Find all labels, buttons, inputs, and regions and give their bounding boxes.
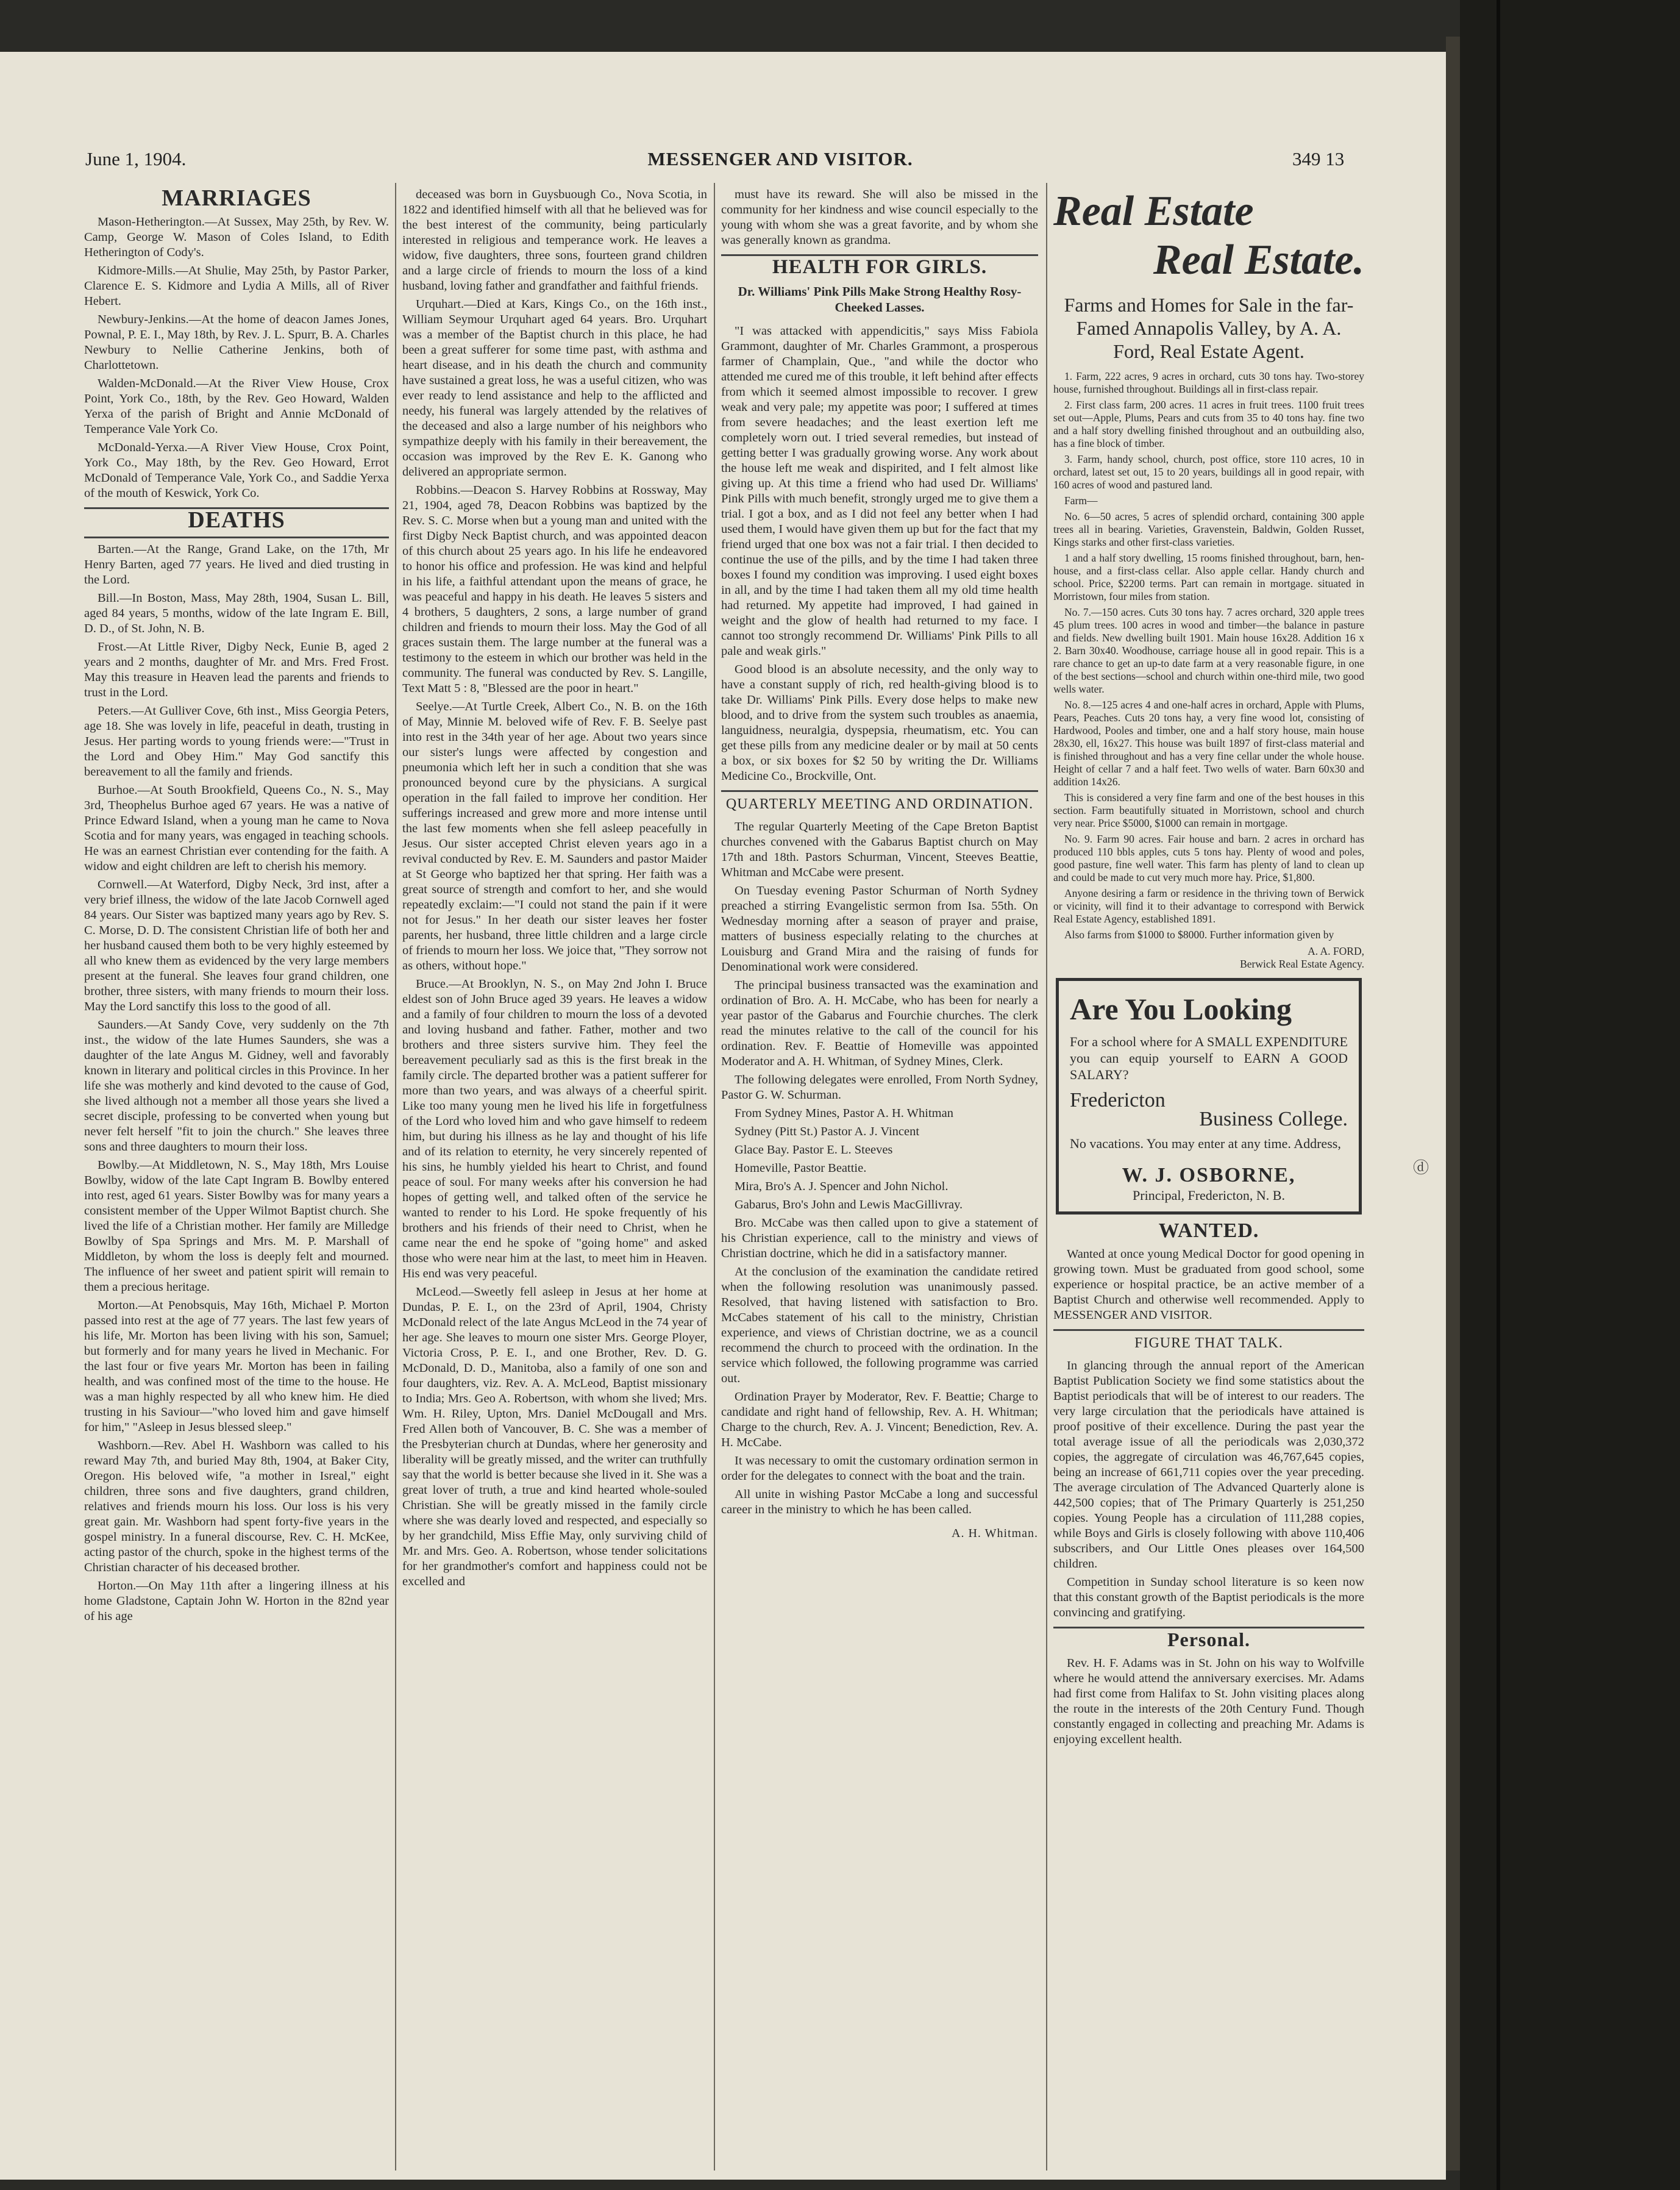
marriage-notice: Kidmore-Mills.—At Shulie, May 25th, by Pastor Parker, Clarence E. S. Kidmore and Lydia A Mills, all of River Hebert.	[84, 264, 389, 308]
column-rule	[395, 183, 396, 2170]
health-subhead: Dr. Williams' Pink Pills Make Strong Healthy Rosy-Cheeked Lasses.	[738, 284, 1022, 315]
agent-name: A. A. FORD,	[1308, 945, 1364, 957]
ad-college-line-1: Fredericton	[1070, 1089, 1166, 1111]
issue-date: June 1, 1904.	[85, 148, 187, 169]
quarterly-paragraph: Glace Bay. Pastor E. L. Steeves	[735, 1143, 893, 1157]
ad-title: Are You Looking	[1070, 992, 1292, 1026]
quarterly-paragraph: The regular Quarterly Meeting of the Cape Breton Baptist churches convened with the Gabarus Baptist church on May 17th and 18th. Pastors Schurman, Vincent, Steeves Beattie, Whitman and McCabe were present.	[721, 820, 1038, 879]
obituary-paragraph: Urquhart.—Died at Kars, Kings Co., on the 16th inst., William Seymour Urquhart aged 64 years. Bro. Urquhart was a member of the Baptist church in this place, he had been a great sufferer for some time past, with asthma and heart disease, and in his death the church and community have sustained a great loss, he was a useful citizen, who was ever ready to lend assistance and help to the afflicted and needy, his funeral was largely attended by the relatives of the deceased and also a large number of his neighbors who sympathize deeply with his family in their bereavement, the occasion was improved by the Rev E. K. Ganong who delivered an appropriate sermon.	[402, 298, 707, 479]
quarterly-paragraph: Bro. McCabe was then called upon to give a statement of his Christian experience, call to the ministry and views of Christian doctrine, which he did in a satisfactory manner.	[721, 1216, 1038, 1260]
obituary-paragraph: Bruce.—At Brooklyn, N. S., on May 2nd John I. Bruce eldest son of John Bruce aged 39 years. He leaves a widow and a family of four children to mourn the loss of a devoted and loving husband and father. Father, mother and two brothers and three sisters survive him. They feel the bereavement peculiarly sad as this is the first break in the family circle. The departed brother was a patient sufferer for more than two years, and was always of a cheerful spirit. Like too many young men he lived his life in forgetfulness of the Lord who loved him and who gave himself to redeem him, but during his illness as he lay and thought of his life and of its relation to eternity, he very sincerely repented of his sins, he humbly yielded his heart to Christ, and found peace of soul. For many weeks after his conversion he had hopes of getting well, and talked often of the service he wanted to render to his Lord. He spoke frequently of his brothers and his friends of their need to Christ, when he came near the end he spoke of "going home" and asked those who were near him at the last, to meet him in Heaven. His end was very peaceful.	[402, 977, 707, 1280]
real-estate-listing: Anyone desiring a farm or residence in the thriving town of Berwick or vicinity, will find it to their advantage to correspond with Berwick Real Estate Agency, established 1891.	[1053, 887, 1364, 925]
obituary-paragraph: Seelye.—At Turtle Creek, Albert Co., N. B. on the 16th of May, Minnie M. beloved wife of Rev. F. B. Seelye past into rest in the 34th year of her age. About two years since our sister's lungs were affected by congestion and pneumonia which left her in such a condition that she was pronounced beyond cure by the physicians. A surgical operation in the fall failed to improve her condition. Her sufferings increased and grew more and more intense until the last few moments when she fell asleep peacefully in Jesus. Our sister accepted Christ eleven years ago in a revival conducted by Rev. E. M. Saunders and pastor Maider at St George who baptized her that spring. Her faith was a great source of strength and comfort to her, and she would repeatedly exclaim:—"I could not stand the pain if it were not for Jesus." In her death our sister leaves her foster parents, her husband, three little children and a large circle of friends to mourn her loss. We joice that, "They sorrow not as others, without hope."	[402, 700, 707, 972]
page-number: 349 13	[1292, 148, 1345, 169]
quarterly-paragraph: The following delegates were enrolled, From North Sydney, Pastor G. W. Schurman.	[721, 1073, 1038, 1102]
obituary-list	[402, 187, 707, 1589]
personal-heading: Personal.	[1167, 1628, 1251, 1650]
article-signoff: A. H. Whitman.	[952, 1527, 1038, 1540]
obituary-continuation: must have its reward. She will also be missed in the community for her kindness and wise council especially to the young with whom she was a great favorite, and by whom she was generally known as grandma.	[721, 188, 1038, 247]
obituary-paragraph: Robbins.—Deacon S. Harvey Robbins at Rossway, May 21, 1904, aged 78, Deacon Robbins was baptized by the Rev. S. C. Morse when but a young man and united with the first Digby Neck Baptist church, and was appointed deacon of this church about 25 years ago. In his life he endeavored to honor his office and profession. He was kind and helpful in his life, a faithful attendant upon the means of grace, he was peaceful and happy in his death. He leaves 5 sisters and 4 brothers, 5 daughters, 2 sons, a large number of grand children and friends to mourn their loss. May the God of all graces sustain them. The large number at the funeral was a testimony to the esteem in which our brother was held in the community. The funeral was conducted by Rev. S. Langille, Text Matt 5 : 8, "Blessed are the poor in heart."	[402, 483, 707, 695]
quarterly-paragraph: It was necessary to omit the customary ordination sermon in order for the delegates to connect with the boat and the train.	[721, 1454, 1038, 1483]
real-estate-listing: No. 6—50 acres, 5 acres of splendid orchard, containing 300 apple trees all in bearing. Varieties, Gravenstein, Baldwin, Golden Russet, Kings starks and other first-class varieties.	[1053, 510, 1364, 548]
death-notice: Frost.—At Little River, Digby Neck, Eunie B, aged 2 years and 2 months, daughter of Mr. and Mrs. Fred Frost. May this treasure in Heaven lead the parents and friends to trust in the Lord.	[84, 640, 389, 699]
health-paragraph: Good blood is an absolute necessity, and the only way to have a constant supply of rich, red health-giving blood is to take Dr. Williams' Pink Pills. Every dose helps to make new blood, and to drive from the system such troubles as anaemia, languidness, neuralgia, dyspepsia, rheumatism, etc. You can get these pills from any medicine dealer or by mail at 50 cents a box, or six boxes for $2 50 by writing the Dr. Williams Medicine Co., Brockville, Ont.	[721, 663, 1038, 783]
masthead-title: MESSENGER AND VISITOR.	[647, 148, 913, 169]
real-estate-listing: Also farms from $1000 to $8000. Further information given by	[1064, 929, 1334, 941]
death-notice: Morton.—At Penobsquis, May 16th, Michael P. Morton passed into rest at the age of 77 years. The last few years of his life, Mr. Morton has been living with his son, Samuel; but formerly and for many years he lived in Mechanic. For the last four or five years Mr. Morton has been in failing health, and was confined most of the time to the house. He was a man highly respected by all who knew him. He died trusting in his Saviour—"who loved him and gave himself for him," "Asleep in Jesus blessed sleep."	[84, 1299, 389, 1434]
quarterly-paragraph: Homeville, Pastor Beattie.	[735, 1161, 867, 1175]
quarterly-paragraph: On Tuesday evening Pastor Schurman of North Sydney preached a stirring Evangelistic sermon from Isa. 55th. On Wednesday morning after a season of prayer and praise, matters of business especially relating to the churches at Louisburg and Grand Mira and the raising of funds for Denominational work were considered.	[721, 884, 1038, 974]
real-estate-listing: Farm—	[1064, 494, 1098, 507]
quarterly-paragraph: At the conclusion of the examination the candidate retired when the following resolution was unanimously passed. Resolved, that having listened with satisfaction to Bro. McCabes statement of his call to the ministry, Christian experience, and views of Christian doctrine, we as a council recommend the church to proceed with the ordination. In the service which followed, the following programme was carried out.	[721, 1265, 1038, 1385]
personal-text: Rev. H. F. Adams was in St. John on his way to Wolfville where he would attend the anniversary exercises. Mr. Adams had first come from Halifax to St. John visiting places along the route in the interests of the 20th Century Fund. Though constantly engaged in collecting and preaching Mr. Adams is enjoying excellent health.	[1053, 1657, 1364, 1746]
ad-text-2: No vacations. You may enter at any time. Address,	[1070, 1136, 1341, 1151]
binding-shadow-line	[1497, 0, 1500, 2190]
real-estate-signature	[1053, 945, 1364, 971]
ad-address: Principal, Fredericton, N. B.	[1133, 1188, 1285, 1203]
real-estate-listing: 1 and a half story dwelling, 15 rooms finished throughout, barn, hen-house, and a first-class cellar. Also apple cellar. Handy church and school. Price, $2200 terms. Part can remain in mortgage. situated in Morristown, four miles from station.	[1053, 552, 1364, 602]
agency-name: Berwick Real Estate Agency.	[1240, 958, 1364, 970]
ad-college-line-2: Business College.	[1199, 1108, 1348, 1130]
real-estate-listing: 2. First class farm, 200 acres. 11 acres in fruit trees. 1100 fruit trees set out—Apple, Plums, Pears and cuts from 35 to 40 tons hay. fine two and a half story dwelling finished throughout and an outbuilding also, has a fine block of timber.	[1053, 399, 1364, 449]
divider	[721, 790, 1038, 792]
real-estate-listing: 3. Farm, handy school, church, post office, store 110 acres, 10 in orchard, latest set out, 15 to 20 years, buildings all in good repair, with 160 acres of wood and pastured land.	[1053, 453, 1364, 491]
ad-principal-name: W. J. OSBORNE,	[1122, 1164, 1296, 1186]
quarterly-paragraph: From Sydney Mines, Pastor A. H. Whitman	[735, 1107, 953, 1120]
death-notice: Washborn.—Rev. Abel H. Washborn was called to his reward May 7th, and buried May 8th, 1904, at Baker City, Oregon. His beloved wife, "a mother in Isreal," eight children, three sons and five daughters, grand children, relatives and friends mourn his loss. Our loss is his very great gain. Mr. Washborn had spent forty-five years in the gospel ministry. In a funeral discourse, Rev. C. H. McKee, acting pastor of the church, spoke in the highest terms of the Christian character of his deceased brother.	[84, 1439, 389, 1574]
wanted-text: Wanted at once young Medical Doctor for good opening in growing town. Must be graduated from good school, some experience or hospital practice, be an active member of a Baptist Church and otherwise well recommended. Apply to MESSENGER AND VISITOR.	[1053, 1247, 1364, 1322]
figure-heading: FIGURE THAT TALK.	[1134, 1335, 1283, 1351]
real-estate-listing: No. 8.—125 acres 4 and one-half acres in orchard, Apple with Plums, Pears, Peaches. Cuts 20 tons hay, a very fine wood lot, consisting of Hardwood, Pooles and timber, one and a half story house, main house 28x30, ell, 16x27. This house was built 1897 of first-class material and is finished throughout and has a very fine cellar under the whole house. Height of cellar 7 and a half feet. Two wells of water. Barn 60x30 and addition 14x26.	[1053, 699, 1364, 788]
quarterly-article	[721, 819, 1038, 1518]
death-notice: Burhoe.—At South Brookfield, Queens Co., N. S., May 3rd, Theophelus Burhoe aged 67 years. He was a native of Prince Edward Island, when a young man he came to Nova Scotia and for many years, was engaged in teaching schools. He was an earnest Christian ever contending for the faith. A widow and eight children are left to cherish his memory.	[84, 783, 389, 873]
marriage-notice: Walden-McDonald.—At the River View House, Crox Point, York Co., 18th, by the Rev. Geo Howard, Walden Yerxa of the parish of Bright and Annie McDonald of Temperance Vale York Co.	[84, 377, 389, 436]
ad-text: For a school where for A SMALL EXPENDITURE you can equip yourself to EARN A GOOD SALARY?	[1070, 1034, 1348, 1082]
death-notice: Bill.—In Boston, Mass, May 28th, 1904, Susan L. Bill, aged 84 years, 5 months, widow of the late Ingram E. Bill, D. D., of St. John, N. B.	[84, 591, 389, 635]
newspaper-page	[0, 52, 1446, 2180]
health-paragraph: "I was attacked with appendicitis," says Miss Fabiola Grammont, daughter of Mr. Charles Grammont, a prosperous farmer of Champlain, Que., "and while the doctor who attended me cured me of this trouble, it left behind after effects from which it seemed almost impossible to recover. I grew weak and very pale; my appetite was poor; I suffered at times from severe headaches; and the least exertion left me completely worn out. I tried several remedies, but instead of getting better I was gradually growing worse. Any work about the house left me weak and dispirited, and I felt almost like giving up. At this time a friend who had used Dr. Williams' Pink Pills with much benefit, strongly urged me to give them a trial. I got a box, and as I did not feel any better when I had used them, I would have given them up but for the fact that my friend urged that one box was not a fair trial. I then decided to continue the use of the pills, and by the time I had taken three boxes I found my condition was improving. I used eight boxes in all, and by the time I had taken them all my old time health had returned. My appetite had improved, I had gained in weight and the glow of health had returned to my face. I cannot too strongly recommend Dr. Williams' Pink Pills to all pale and weak girls."	[721, 324, 1038, 658]
divider	[1053, 1329, 1364, 1331]
column-advertisements	[1053, 187, 1364, 2169]
quarterly-paragraph: Gabarus, Bro's John and Lewis MacGillivray.	[735, 1198, 963, 1211]
figure-article	[1053, 1358, 1364, 1621]
column-marriages-deaths	[84, 187, 389, 2169]
marriage-notice: Newbury-Jenkins.—At the home of deacon James Jones, Pownal, P. E. I., May 18th, by Rev. J. L. Spurr, B. A. Charles Newbury to Nellie Catherine Jenkins, both of Charlottetown.	[84, 313, 389, 372]
obituary-paragraph: deceased was born in Guysbuough Co., Nova Scotia, in 1822 and identified himself with all that he believed was for the best interest of the community, being particularly interested in religious and temperance work. He leaves a widow, five daughters, three sons, fourteen grand children and a large circle of friends to mourn the loss of a kind husband, loving father and grandfather and faithful friends.	[402, 188, 707, 293]
column-rule	[714, 183, 715, 2170]
quarterly-paragraph: All unite in wishing Pastor McCabe a long and successful career in the ministry to which he has been called.	[721, 1488, 1038, 1516]
death-notice: Peters.—At Gulliver Cove, 6th inst., Miss Georgia Peters, age 18. She was lovely in life, peaceful in death, trusting in Jesus. Her parting words to young friends were:—"Trust in the Lord and Obey Him." May God sanctify this bereavement to all the family and friends.	[84, 704, 389, 779]
quarterly-heading: QUARTERLY MEETING AND ORDINATION.	[725, 796, 1034, 812]
quarterly-paragraph: The principal business transacted was the examination and ordination of Bro. A. H. McCabe, who has been for nearly a year pastor of the Gabarus and Fourchie churches. The clerk read the minutes relative to the call of the council for his ordination. Rev. F. Beattie of Homeville was appointed Moderator and A. H. Whitman, of Sydney Mines, Clerk.	[721, 979, 1038, 1068]
quarterly-paragraph: Sydney (Pitt St.) Pastor A. J. Vincent	[735, 1125, 920, 1138]
death-notice: Saunders.—At Sandy Cove, very suddenly on the 7th inst., the widow of the late Humes Saunders, she was a daughter of the late Angus M. Gidney, well and favorably known in literary and political circles in this Province. In her life she was motherly and kind devoted to the cause of God, she lived although not a member all those years she lived a secret disciple, professing to be converted when young but never felt herself "fit to join the church." She leaves three sons and three daughters to mourn their loss.	[84, 1018, 389, 1154]
health-heading: HEALTH FOR GIRLS.	[772, 256, 988, 278]
obituary-paragraph: McLeod.—Sweetly fell asleep in Jesus at her home at Dundas, P. E. I., on the 23rd of April, 1904, Christy McDonald relect of the late Angus McLeod in the 74 year of her age. She leaves to mourn one sister Mrs. George Ployer, Victoria Cross, P. E. I., and one Brother, Rev. D. G. McDonald, D. D., Manitoba, also a family of one son and four daughters, viz. Rev. A. A. McLeod, Baptist missionary to India; Mrs. Geo A. Robertson, with whom she lived; Mrs. Wm. H. Riley, Upton, Mrs. Daniel McDougall and Mrs. Fred Allen both of Vancouver, B. C. She was a member of the Presbyterian church at Dundas, where her generosity and liberality will be greatly missed, and the writer can truthfully say that the world is better because she lived in it. She was a great lover of truth, a true and kind hearted whole-souled Christian. She will be greatly missed in the family circle where she was dearly loved and respected, and especially so by her grandchild, Miss Effie May, only surviving child of Mr. and Mrs. Geo. A. Robertson, whose tender solicitations for her grandmother's comfort and happiness could not be excelled and	[402, 1285, 707, 1588]
real-estate-listings	[1053, 370, 1364, 941]
marriages-heading: MARRIAGES	[162, 187, 311, 211]
figure-paragraph: Competition in Sunday school literature is so keen now that this constant growth of the Baptist periodicals is the more convincing and gratifying.	[1053, 1575, 1364, 1619]
divider	[84, 537, 389, 538]
running-header	[0, 148, 1446, 179]
real-estate-listing: No. 7.—150 acres. Cuts 30 tons hay. 7 acres orchard, 320 apple trees 45 plum trees. 100 acres in wood and timber—the balance in pasture and fields. New dwelling built 1901. Main house 16x28. Addition 16 x 2. Barn 30x40. Woodhouse, carriage house all in good repair. This is a rare chance to get an up-to date farm at a very reasonable figure, in one of the best sections—school and church within one-third mile, two good wells water.	[1053, 606, 1364, 695]
marriage-notice: Mason-Hetherington.—At Sussex, May 25th, by Rev. W. Camp, George W. Mason of Coles Island, to Edith Hetherington of Cody's.	[84, 215, 389, 259]
real-estate-listing: 1. Farm, 222 acres, 9 acres in orchard, cuts 30 tons hay. Two-storey house, furnished throughout. Buildings all in first-class repair.	[1053, 370, 1364, 395]
real-estate-title-1: Real Estate	[1053, 188, 1254, 235]
marriages-list	[84, 215, 389, 501]
column-obituaries	[402, 187, 707, 2169]
column-health-quarterly	[721, 187, 1038, 2169]
health-article	[721, 324, 1038, 784]
wanted-heading: WANTED.	[1158, 1219, 1259, 1242]
deaths-list	[84, 542, 389, 1624]
real-estate-listing: No. 9. Farm 90 acres. Fair house and barn. 2 acres in orchard has produced 110 bbls apples, cuts 5 tons hay. Plenty of wood and poles, good pasture, fine well water. This farm has plenty of land to clean up and could be made to cut very much more hay. Price, $1,800.	[1053, 833, 1364, 883]
quarterly-paragraph: Mira, Bro's A. J. Spencer and John Nichol.	[735, 1180, 949, 1193]
marriage-notice: McDonald-Yerxa.—A River View House, Crox Point, York Co., May 18th, by the Rev. Geo Howard, Errot McDonald of Temperance Vale, York Co., and Saddie Yerxa of the mouth of Keswick, York Co.	[84, 441, 389, 500]
real-estate-title-2: Real Estate.	[1153, 237, 1364, 284]
margin-pencil-mark: ⓓ	[1413, 1159, 1429, 1177]
college-advertisement	[1056, 978, 1362, 1214]
book-binding	[1460, 0, 1680, 2190]
real-estate-subhead: Farms and Homes for Sale in the far-Famed Annapolis Valley, by A. A. Ford, Real Estate Agent.	[1064, 294, 1354, 362]
death-notice: Horton.—On May 11th after a lingering illness at his home Gladstone, Captain John W. Horton in the 82nd year of his age	[84, 1579, 389, 1623]
death-notice: Cornwell.—At Waterford, Digby Neck, 3rd inst, after a very brief illness, the widow of the late Jacob Cornwell aged 84 years. Our Sister was baptized many years ago by Rev. S. C. Morse, D. D. The consistent Christian life of both her and her husband caused them both to be very highly esteemed by all who knew them as evidenced by the very large members present at the funeral. She leaves four grand children, one brother, three sisters, with many friends to mourn their loss. May the Lord sanctify this loss to the good of all.	[84, 878, 389, 1013]
deaths-heading: DEATHS	[188, 507, 285, 533]
real-estate-listing: This is considered a very fine farm and one of the best houses in this section. Farm beautifully situated in Morristown, school and church very near. Price $5000, $1000 can remain in mortgage.	[1053, 791, 1364, 829]
death-notice: Bowlby.—At Middletown, N. S., May 18th, Mrs Louise Bowlby, widow of the late Capt Ingram B. Bowlby entered into rest, aged 61 years. Sister Bowlby was for many years a consistent member of the Upper Wilmot Baptist church. She lived the life of a Christian mother. Her family are Milledge Bowlby of Spa Springs and Mrs. M. P. Marshall of Middleton, by whom the loss is deeply felt and mourned. The influence of her sweet and patient spirit will remain to them a precious heritage.	[84, 1158, 389, 1294]
death-notice: Barten.—At the Range, Grand Lake, on the 17th, Mr Henry Barten, aged 77 years. He lived and died trusting in the Lord.	[84, 543, 389, 587]
quarterly-paragraph: Ordination Prayer by Moderator, Rev. F. Beattie; Charge to candidate and right hand of fellowship, Rev. A. H. Whitman; Charge to the church, Rev. A. J. Vincent; Benediction, Rev. A. H. McCabe.	[721, 1390, 1038, 1449]
column-rule	[1046, 183, 1047, 2170]
figure-paragraph: In glancing through the annual report of the American Baptist Publication Society we find some statistics about the Baptist periodicals that will be of interest to our readers. The very large circulation that the periodicals have attained is proof positive of their excellence. During the past year the total average issue of all the periodicals was 2,030,372 copies, the aggregate of circulation was 46,767,645 copies, being an increase of 661,711 copies over the year preceding. The average circulation of The Advanced Quarterly alone is 442,500 copies; that of The Primary Quarterly is 251,250 copies. Young People has a circulation of 111,288 copies, while Boys and Girls is closely following with above 110,406 subscribers, and Our Little Ones pleases over 164,500 children.	[1053, 1359, 1364, 1571]
